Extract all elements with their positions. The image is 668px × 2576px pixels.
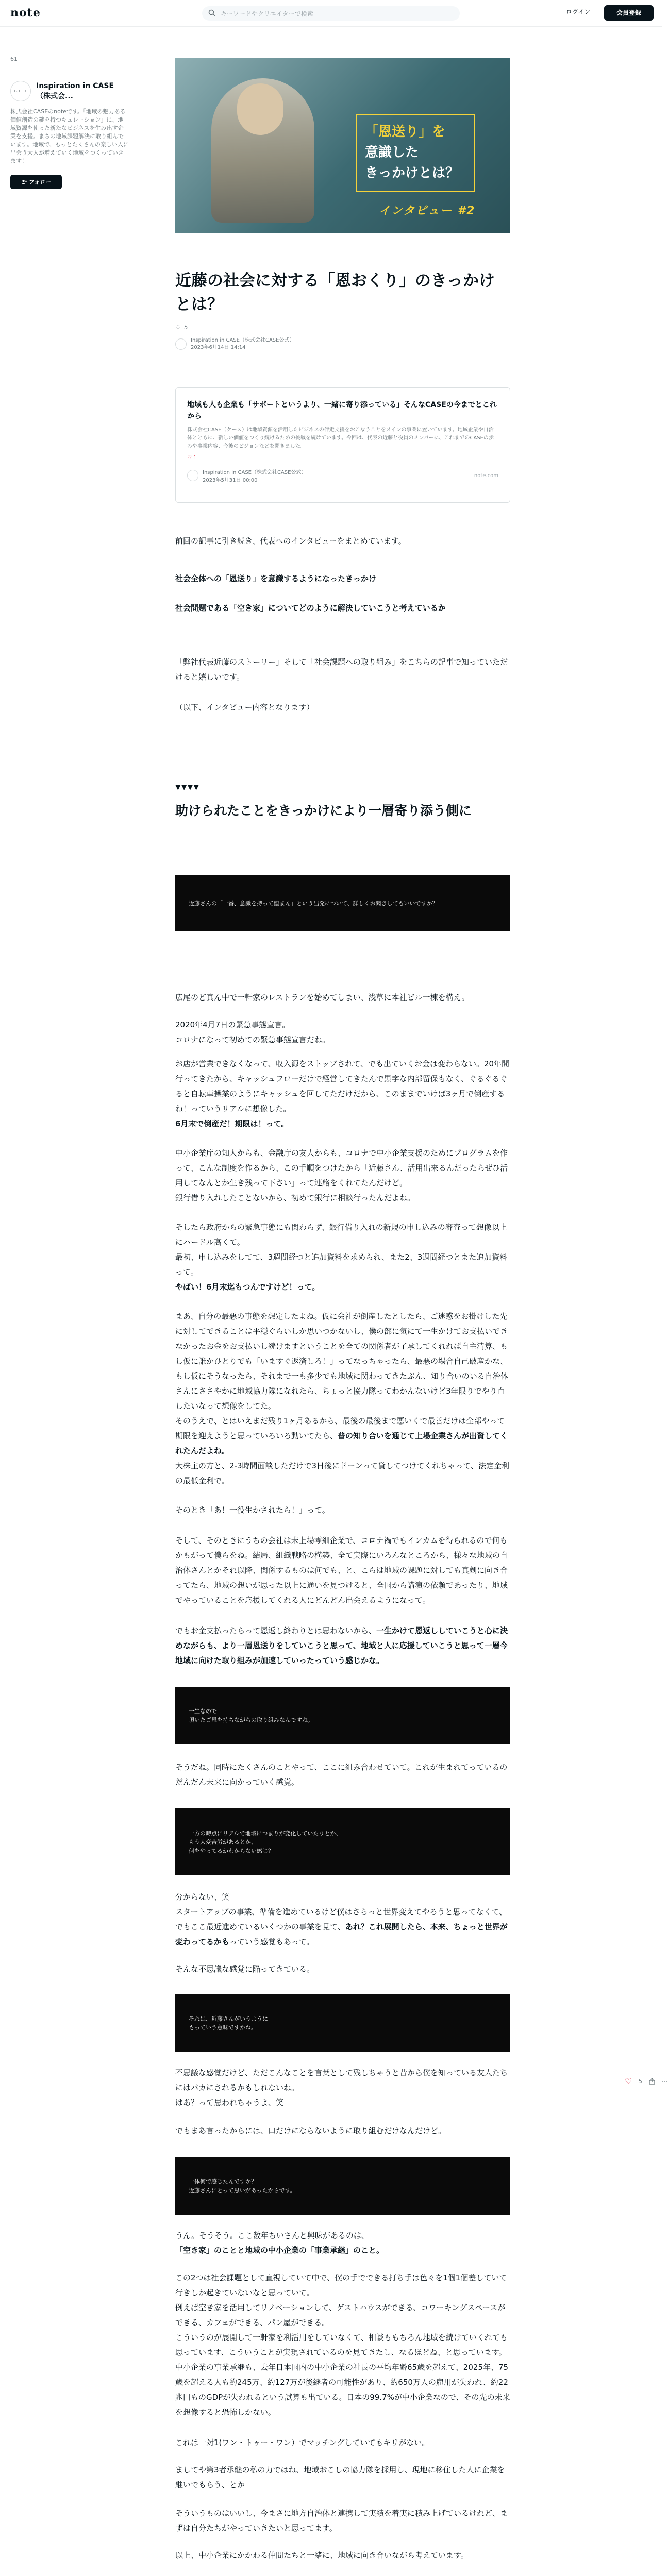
hero-catch-line1: 「恩送り」を xyxy=(365,124,446,140)
paragraph-text: スタートアップの事業、準備を進めているけど僕はさらっと世界変えてやろうと思ってなくて、でもここ最近進めているいくつかの事業を見て、 xyxy=(175,1907,507,1931)
interviewer-quote-box: 近藤さんの「一番、意識を持って臨まん」という出発について、詳しくお聞きしてもいいですか？ xyxy=(175,875,510,931)
paragraph-bold: あれ？これ展開したら、本来、ちょっと世界が変わってるかも xyxy=(175,1922,508,1946)
register-button[interactable]: 会員登録 xyxy=(604,5,654,21)
meta-author-name[interactable]: Inspiration in CASE（株式会社CASE公式） xyxy=(191,337,295,343)
paragraph: そんな不思議な感覚に陥ってきている。 xyxy=(175,1964,315,1974)
paragraph: うん。そうそう。ここ数年ちいさんと興味があるのは、 xyxy=(175,2231,369,2240)
meta-author-avatar[interactable] xyxy=(175,338,187,350)
paragraph: でもまあ言ったからには、口だけにならないように取り組むだけなんだけど。 xyxy=(175,2126,446,2136)
article-meta xyxy=(175,337,510,351)
paragraph: そしたら政府からの緊急事態にも関わらず、銀行借り入れの新規の申し込みの審査って想像以上にハードル高くて。 xyxy=(175,1223,507,1247)
paragraph: 2020年4月7日の緊急事態宣言。 xyxy=(175,1020,290,1029)
paragraph-bold: 普の知り合いを通じて上場企業さんが出資してくれたんだよね。 xyxy=(175,1431,508,1455)
paragraph: ましてや第3者承継の私の力ではね、地域おこしの協力隊を採用し、現地に移住した人に企業を継いでもらう、とか xyxy=(175,2465,505,2489)
paragraph-bold: やばい！6月末迄もつんですけど！って。 xyxy=(175,1282,320,1292)
author-name[interactable]: Inspiration in CASE（株式会... xyxy=(36,82,114,100)
article-like-row[interactable] xyxy=(175,324,510,331)
paragraph: そして、そのときにうちの会社は未上場零細企業で、コロナ禍でもインカムを得られるので何もかもがって僕らをね。結局、組織戦略の構築、全て実際にいろんなところから、様々な地域の自治体さんとかそれ以降、関係するものは何でも、と、こらは地域の課題に対しても真剣に向き合ってたら、地域の想いが思った以上に通いを見つけると、全国から講演の依頼であったり、地域でやっていることを応援してくれる人にどんどん出会えるようになって。 xyxy=(175,1536,508,1605)
meta-date: 2023年6月14日 14:14 xyxy=(191,345,246,350)
paragraph: そのとき「あ！一役生かされたら！」って。 xyxy=(175,1505,330,1515)
floating-actions xyxy=(625,2076,668,2086)
paragraph: これは一対1(ワン・トゥー・ワン）でマッチングしていてもキリがない。 xyxy=(175,2438,430,2447)
paragraph: 「弊社代表近藤のストーリー」そして「社会課題への取り組み」をこちらの記事で知っていただけると嬉しいです。 xyxy=(175,657,508,682)
follow-label: フォロー xyxy=(28,179,52,185)
author-row xyxy=(10,81,129,101)
section-heading: 助けられたことをきっかけにより一層寄り添う側に xyxy=(175,803,472,818)
search-placeholder: キーワードやクリエイターで検索 xyxy=(221,10,313,18)
paragraph: 中小企業の事業承継も、去年日本国内の中小企業の社長の平均年齢65歳を超えて、2025年、75歳を超える人も約245万、約127万が後継者の可能性があり、約650万人の雇用が失われ、約22兆円ものGDPが失われるという試算も出ている。日本の99.7%が中小企業なので、その先の未来を想像すると恐怖しかない。 xyxy=(175,2363,510,2417)
paragraph: そういうものはいいし、今まさに地方自治体と連携して実績を着実に積み上げているけれど、まずは自分たちがやっていきたいと思ってます。 xyxy=(175,2509,508,2533)
hero-interview-label: インタビュー #2 xyxy=(379,205,476,217)
site-header xyxy=(0,0,662,27)
paragraph: こういうのが展開して一軒家を利活用をしていなくて、相談ももちろん地域を続けていくれても思っています、こういうことが実現されているのを見てきたし、なるほどね、と思っています。 xyxy=(175,2333,508,2357)
embed-author-avatar xyxy=(187,470,198,481)
paragraph-text: そのうえで、とはいえまだ残り1ヶ月あるから、最後の最後まで悪いくで最善だけは全部やって期限を迎えようと思っていろいろ動いてたら、 xyxy=(175,1416,505,1440)
article-like-count: 5 xyxy=(183,324,188,331)
embed-title[interactable]: 地域も人も企業も「サポートというより、一緒に寄り添っている」そんなCASEの今までとこれから xyxy=(187,401,497,420)
paragraph: そうだね。同時にたくさんのことやって、ここに組み合わせていて。これが生まれてっているのだんだん未来に向かっていく感覚。 xyxy=(175,1762,508,1787)
embed-like: ♡ 1 xyxy=(187,455,197,461)
paragraph: 銀行借り入れしたことないから、初めて銀行に相談行ったんだよね。 xyxy=(175,1193,415,1202)
section-marker: ▼▼▼▼ xyxy=(175,783,200,791)
paragraph: この2つは社会課題として直視していて中で、僕の手でできる打ち手は色々を1個1個差していて行きしか起きていないなと思っていて。 xyxy=(175,2273,507,2297)
question-item: 社会全体への「恩送り」を意識するようになったきっかけ xyxy=(175,574,377,583)
paragraph: 大株主の方と、2-3時間面談しただけで3日後にドーンって貸してつけてくれちゃって、法定金利の最低金利で。 xyxy=(175,1461,509,1485)
interviewer-quote-box: 一生なので 頂いたご恩を持ちながらの取り組みなんですね。 xyxy=(175,1687,510,1744)
floating-like-count: 5 xyxy=(638,2077,642,2085)
paragraph: 以上、中小企業にかかわる仲間たちと一緒に、地域に向き合いながら考えています。 xyxy=(175,2551,469,2560)
user-plus-icon xyxy=(21,179,27,185)
embed-link-label[interactable]: note.com xyxy=(474,472,498,479)
paragraph: 最初、申し込みをしてて、3週間経つと追加資料を求められ、また2、3週間経つとまた追加資料って。 xyxy=(175,1252,508,1277)
author-description: 株式会社CASEのnoteです。「地域の魅力ある価値創造の鍵を持つキュレーション」に、地域資源を使った新たなビジネスを生み出す企業を支援。まちの地域課題解決に取り組んでいます。地域で、もっとたくさんの楽しい人に出会う大人が増えていく地域をつくっていきます！ xyxy=(10,108,129,164)
paragraph: はあ？って思われちゃうよ、笑 xyxy=(175,2098,284,2107)
heart-icon[interactable]: ♡ xyxy=(175,324,181,331)
embed-description: 株式会社CASE（ケース）は地域資源を活用したビジネスの伴走支援をおこなうことをメインの事業に置いています。地域企業や自治体とともに、新しい価値をつくり続けるための挑戦を続けています。今回は、代表の近藤と役員のメンバーに、これまでのCASEの歩みや事業内容、今後のビジョンなどを聞きました。 xyxy=(187,427,494,449)
paragraph-text: っていう感覚もあって。 xyxy=(229,1937,314,1946)
article-main xyxy=(175,58,510,2563)
paragraph: お店が営業できなくなって、収入源をストップされて、でも出ていくお金は変わらない。20年間行ってきたから、キャッシュフローだけで経営してきたんで黒字な内部留保もなく、ぐるぐるぐると自転車操業のようにキャッシュを回してただけだから、このままでいけば3ヶ月で倒産するね！っていうリアルに想像した。 xyxy=(175,1059,510,1113)
paragraph-text: でもお金支払ったらって恩返し終わりとは思わないから、 xyxy=(175,1626,377,1635)
paragraph xyxy=(175,1623,510,1668)
paragraph: 例えば空き家を活用してリノベーションして、ゲストハウスができる、コワーキングスペースができる、カフェができる、パン屋ができる。 xyxy=(175,2303,506,2327)
interviewer-quote-box: それは、近藤さんがいうように もっていう意味ですかね。 xyxy=(175,1994,510,2052)
author-sidebar xyxy=(10,56,129,189)
paragraph: 分からない、笑 xyxy=(175,1892,230,1902)
paragraph xyxy=(175,1414,510,1459)
paragraph: 前回の記事に引き続き、代表へのインタビューをまとめています。 xyxy=(175,536,406,546)
hero-image xyxy=(175,58,510,233)
paragraph: まあ、自分の最悪の事態を想定したよね。仮に会社が倒産したとしたら、ご迷惑をお掛けした先に対してできることは平穏ぐらいしか思いつかないし、僕の部に気にて一生かけてお支払いできなかったお金をお支払いし続けますということを全ての関係者が了承してくれれば自主清算、もし仮に誰かひとりでも「いますぐ返済しろ！」ってなっちゃったら、最悪の場合自己破産かな、もし仮にそうなったら、それまで一も多少でも地域に関わってきたぶん、知り合いのいる自治体さんにささやかに地域協力隊になれたら、ちょっと協力隊ってわかんないけど3年限りでやり直したいなって想像をしてた。 xyxy=(175,1312,508,1411)
more-options-icon[interactable]: ⋯ xyxy=(661,2077,668,2085)
hero-catch-line3: きっかけとは？ xyxy=(365,165,459,181)
paragraph-bold: 「空き家」のことと地域の中小企業の「事業承継」のこと。 xyxy=(175,2246,385,2255)
hero-catch-line2: 意識した xyxy=(365,145,419,160)
paragraph: 中小企業庁の知人からも、金融庁の友人からも、コロナで中小企業支援のためにプログラムを作って、こんな制度を作るから、この手順をつけたから「近藤さん、活用出来るんだったらぜひ活用してなんとか生き残って下さい」って連絡をくれてたんだけど。 xyxy=(175,1148,508,1188)
paragraph: 広尾のど真ん中で一軒家のレストランを始めてしまい、浅草に本社ビル一棟を構え。 xyxy=(175,993,470,1002)
paragraph-bold: 一生かけて恩返ししていこうと心に決めながらも、より一層恩送りをしていこうと思って、地域と人に応援していこうと思って一層今地域に向けた取り組みが加速していったっていう感じかな。 xyxy=(175,1626,508,1665)
paragraph: （以下、インタビュー内容となります） xyxy=(175,703,314,712)
follow-button[interactable] xyxy=(10,175,62,189)
paragraph-bold: 6月末で倒産だ！期限は！って。 xyxy=(175,1119,289,1128)
embedded-article-card[interactable] xyxy=(175,387,510,503)
article-title: 近藤の社会に対する「恩おくり」のきっかけとは？ xyxy=(175,272,495,314)
note-logo[interactable]: note xyxy=(10,6,41,20)
search-icon xyxy=(208,9,215,16)
author-avatar[interactable]: I・C・C xyxy=(10,81,31,101)
paragraph: コロナになって初めての緊急事態宣言だね。 xyxy=(175,1035,330,1044)
login-link[interactable]: ログイン xyxy=(566,8,591,15)
interviewer-quote-box: 一体何で感じたんですか？ 近藤さんにとって思いがあったからです。 xyxy=(175,2157,510,2215)
paragraph xyxy=(175,1905,510,1950)
sidebar-number: 61 xyxy=(10,56,18,62)
hero-person-head xyxy=(237,83,283,135)
search-bar[interactable] xyxy=(202,6,460,21)
share-icon[interactable] xyxy=(648,2078,656,2085)
question-item: 社会問題である「空き家」についてどのように解決していこうと考えているか xyxy=(175,603,446,613)
hero-catch-copy xyxy=(365,122,468,183)
floating-heart-icon[interactable]: ♡ xyxy=(625,2076,632,2086)
interviewer-quote-box: 一方の時点にリアルで地域につまりが変化していたりとか、 もう大変苦労があるとか、 何をやってるかわからない感じ？ xyxy=(175,1808,510,1875)
paragraph: 不思議な感覚だけど、ただこんなことを言葉として残しちゃうと昔から僕を知っている友人たちにはバカにされるかもしれないね。 xyxy=(175,2068,508,2092)
embed-footer xyxy=(187,468,498,483)
embed-date: 2023年5月31日 00:00 xyxy=(203,478,258,483)
embed-author: Inspiration in CASE（株式会社CASE公式） xyxy=(203,470,307,476)
